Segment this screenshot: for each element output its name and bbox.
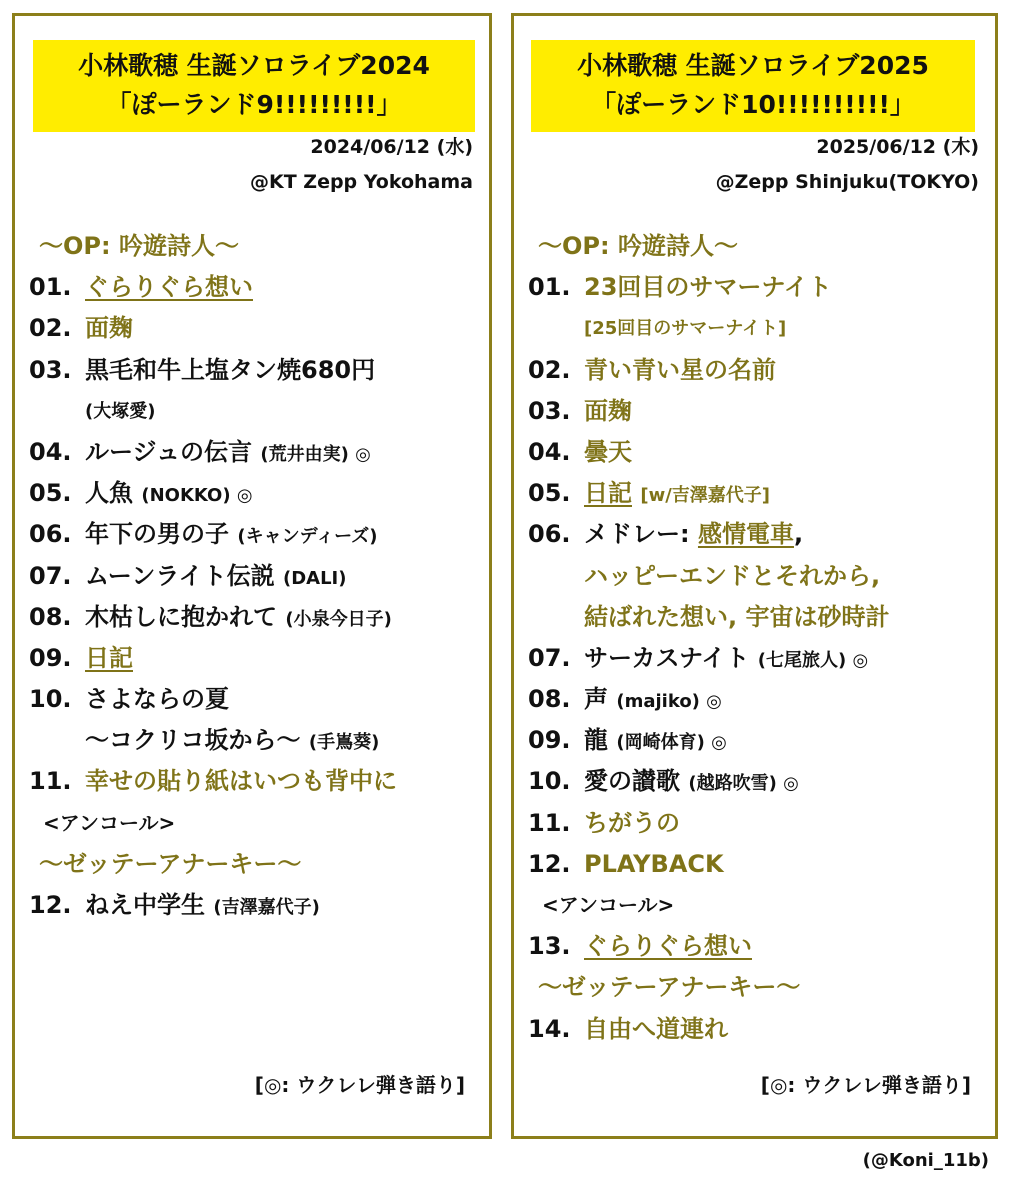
- song-row: 03. 面麹: [528, 396, 632, 425]
- song-title: ちがうの: [584, 808, 680, 837]
- song-row: 09. 龍 (岡崎体育) ◎: [528, 726, 727, 755]
- song-row: 06. 年下の男の子 (キャンディーズ): [29, 520, 378, 549]
- song-link[interactable]: ぐらりぐら想い: [85, 273, 253, 302]
- special-label: 〜ゼッテーアナーキー〜: [538, 973, 801, 1002]
- song-title: ルージュの伝言: [85, 437, 253, 466]
- event-venue: @Zepp Shinjuku(TOKYO): [715, 171, 979, 193]
- title-line2: 「ぽーランド10!!!!!!!!!!」: [591, 90, 915, 119]
- legend-note: [◎: ウクレレ弾き語り]: [760, 1073, 971, 1097]
- song-row: 11. 幸せの貼り紙はいつも背中に: [29, 767, 397, 796]
- song-row: 06. メドレー: 感情電車,: [528, 520, 804, 549]
- song-row: 14. 自由へ道連れ: [528, 1014, 728, 1043]
- song-credit-row: [528, 308, 985, 349]
- song-credit: [w/吉澤嘉代子]: [640, 485, 771, 507]
- song-row: 12. ねえ中学生 (吉澤嘉代子): [29, 891, 320, 919]
- song-row-continued: [29, 720, 479, 761]
- song-row: 08. 木枯しに抱かれて (小泉今日子): [29, 602, 392, 631]
- song-title: さよならの夏: [85, 685, 229, 714]
- song-title: 曇天: [584, 437, 632, 466]
- song-title: 〜コクリコ坂から〜: [85, 726, 301, 755]
- song-credit: (majiko) ◎: [616, 691, 722, 713]
- setlist: [29, 226, 479, 926]
- song-credit: (大塚愛): [85, 400, 156, 422]
- title-line1: 小林歌穂 生誕ソロライブ2024: [78, 51, 430, 80]
- author-credit: (@Koni_11b): [862, 1150, 989, 1171]
- song-credit: (DALI): [282, 567, 347, 589]
- song-row: 01. ぐらりぐら想い: [29, 273, 253, 302]
- song-row: 02. 青い青い星の名前: [528, 355, 776, 384]
- song-credit-row: [29, 391, 479, 432]
- song-credit: (キャンディーズ): [237, 526, 378, 548]
- song-row-continued: [528, 597, 985, 638]
- song-credit: (荒井由実) ◎: [260, 443, 371, 465]
- setlist: [528, 226, 985, 1050]
- encore-label: <アンコール>: [43, 810, 176, 835]
- song-link[interactable]: 日記: [85, 643, 133, 672]
- event-date: 2025/06/12 (木): [816, 136, 979, 158]
- song-title: 23回目のサマーナイト: [584, 273, 832, 302]
- song-title: サーカスナイト: [584, 643, 750, 672]
- song-title: ねえ中学生: [85, 891, 205, 919]
- song-link[interactable]: 日記: [584, 479, 632, 508]
- song-row: 12. PLAYBACK: [528, 849, 724, 878]
- opening-label: 〜OP: 吟遊詩人〜: [39, 232, 239, 260]
- song-row: 03. 黒毛和牛上塩タン焼680円: [29, 355, 376, 384]
- song-title: 声: [584, 685, 608, 714]
- song-credit: (岡崎体育) ◎: [616, 732, 727, 754]
- song-credit: (NOKKO) ◎: [141, 485, 253, 507]
- song-title: ハッピーエンドとそれから,: [584, 561, 881, 590]
- song-row: 07. サーカスナイト (七尾旅人) ◎: [528, 643, 869, 672]
- song-row: 04. ルージュの伝言 (荒井由実) ◎: [29, 437, 371, 466]
- song-row: 05. 人魚 (NOKKO) ◎: [29, 479, 253, 508]
- song-link[interactable]: 感情電車: [697, 520, 794, 549]
- song-title: 人魚: [85, 479, 133, 508]
- encore-label: <アンコール>: [542, 893, 675, 917]
- opening-label: 〜OP: 吟遊詩人〜: [538, 232, 738, 260]
- song-link[interactable]: ぐらりぐら想い: [584, 932, 752, 961]
- song-row: 10. 愛の讃歌 (越路吹雪) ◎: [528, 767, 799, 796]
- special-label: 〜ゼッテーアナーキー〜: [39, 849, 302, 878]
- event-date: 2024/06/12 (水): [310, 136, 473, 158]
- setlist-panel-2025: [511, 13, 998, 1139]
- song-row: 07. ムーンライト伝説 (DALI): [29, 561, 347, 590]
- song-row: 05. 日記 [w/吉澤嘉代子]: [528, 479, 771, 508]
- song-title: 龍: [584, 726, 608, 755]
- song-row: 09. 日記: [29, 643, 133, 672]
- song-title: 愛の讃歌: [584, 767, 680, 796]
- setlist-panel-2024: [12, 13, 492, 1139]
- song-title: 自由へ道連れ: [584, 1014, 728, 1043]
- song-row: 10. さよならの夏: [29, 685, 229, 714]
- song-row-continued: [528, 556, 985, 597]
- medley-label: メドレー:: [584, 520, 690, 549]
- title-line1: 小林歌穂 生誕ソロライブ2025: [577, 51, 929, 80]
- song-title: 青い青い星の名前: [584, 355, 776, 384]
- song-row: 01. 23回目のサマーナイト: [528, 273, 832, 302]
- song-title: ムーンライト伝説: [85, 561, 275, 590]
- song-title: 幸せの貼り紙はいつも背中に: [85, 767, 397, 796]
- song-title: 黒毛和牛上塩タン焼680円: [85, 355, 376, 384]
- song-title: 木枯しに抱かれて: [85, 602, 277, 631]
- song-row: 02. 面麹: [29, 314, 133, 343]
- title-box: [33, 40, 475, 132]
- song-credit: (吉澤嘉代子): [213, 897, 320, 918]
- song-title: 年下の男の子: [85, 520, 229, 549]
- event-venue: @KT Zepp Yokohama: [250, 171, 473, 193]
- song-title: PLAYBACK: [584, 849, 724, 878]
- song-credit: (越路吹雪) ◎: [688, 773, 799, 795]
- title-box: [531, 40, 975, 132]
- song-title: 面麹: [85, 314, 133, 343]
- song-row: 13. ぐらりぐら想い: [528, 932, 752, 961]
- title-line2: 「ぽーランド9!!!!!!!!!」: [106, 90, 402, 119]
- song-row: 04. 曇天: [528, 437, 632, 466]
- song-credit: (手嶌葵): [308, 732, 380, 754]
- song-row: 11. ちがうの: [528, 808, 680, 837]
- legend-note: [◎: ウクレレ弾き語り]: [254, 1073, 465, 1097]
- song-title: 面麹: [584, 396, 632, 425]
- song-title: 結ばれた想い, 宇宙は砂時計: [584, 602, 890, 631]
- song-credit: (七尾旅人) ◎: [757, 649, 869, 671]
- song-row: 08. 声 (majiko) ◎: [528, 685, 722, 714]
- song-credit: [25回目のサマーナイト]: [584, 318, 787, 340]
- song-credit: (小泉今日子): [285, 608, 392, 630]
